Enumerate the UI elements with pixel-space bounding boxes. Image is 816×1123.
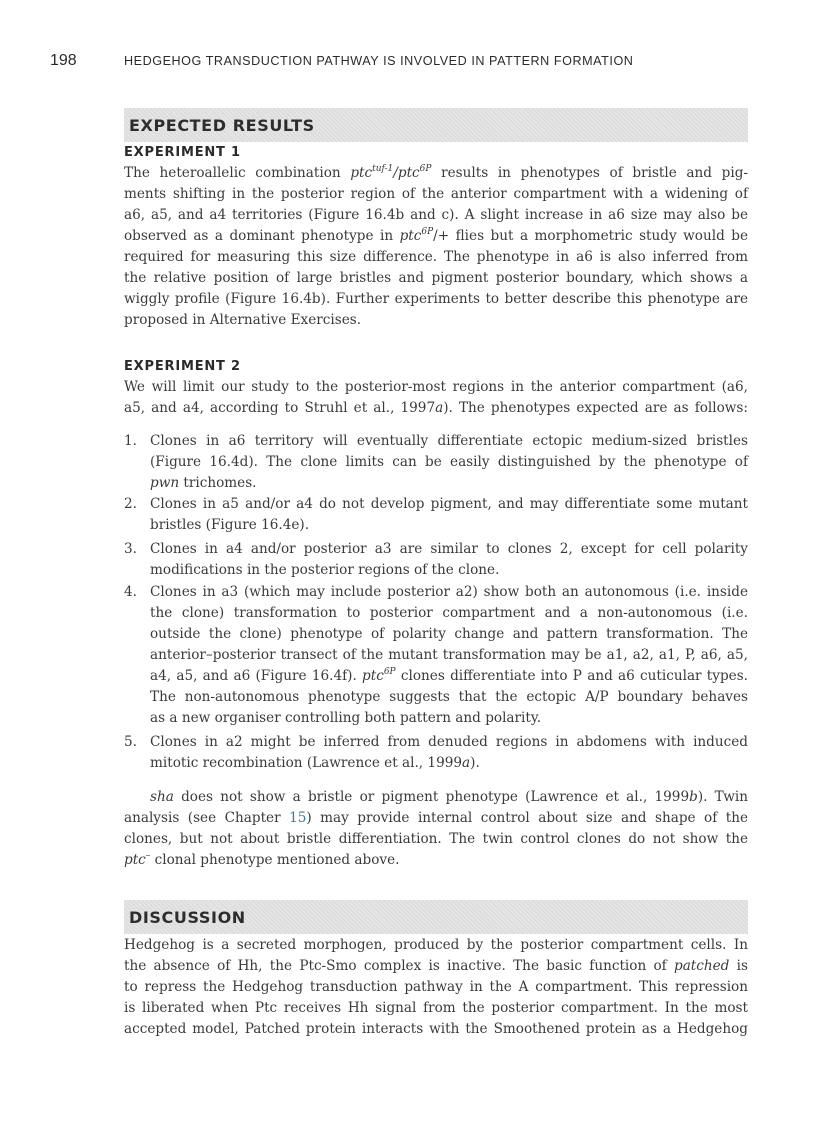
text-line: wiggly profile (Figure 16.4b). Further experiments to better describe this phenotype are [124, 291, 748, 307]
text-line: ments shifting in the posterior region of the anterior compartment with a widening of [124, 186, 748, 202]
list-item-line: Clones in a4 and/or posterior a3 are similar to clones 2, except for cell polarity [150, 541, 748, 557]
running-title: HEDGEHOG TRANSDUCTION PATHWAY IS INVOLVED IN PATTERN FORMATION [124, 54, 634, 68]
text-line: clones, but not about bristle differentiation. The twin control clones do not show the [124, 831, 748, 847]
section-band-discussion [124, 900, 748, 934]
list-item-line: Clones in a2 might be inferred from denuded regions in abdomens with induced [150, 734, 748, 750]
text-line: required for measuring this size difference. The phenotype in a6 is also inferred from [124, 249, 748, 265]
text-line: a5, and a4, according to Struhl et al., 1997a). The phenotypes expected are as follows: [124, 400, 748, 416]
text-line: observed as a dominant phenotype in ptc$^{6P}$/+ flies but a morphometric study would be [124, 227, 749, 244]
list-item-line: anterior–posterior transect of the mutant transformation may be a1, a2, a1, P, a6, a5, [150, 647, 748, 663]
list-number: 4. [124, 584, 137, 600]
list-number: 3. [124, 541, 137, 557]
subheading-experiment-2: EXPERIMENT 2 [124, 359, 241, 374]
subheading-experiment-1: EXPERIMENT 1 [124, 145, 241, 160]
list-item-line: Clones in a5 and/or a4 do not develop pigment, and may differentiate some mutant [150, 496, 748, 512]
list-item-line: bristles (Figure 16.4e). [150, 517, 310, 533]
section-band-expected-results [124, 108, 748, 142]
list-item-line: The non-autonomous phenotype suggests that the ectopic A/P boundary behaves [150, 689, 748, 705]
list-item-line: a4, a5, and a6 (Figure 16.4f). ptc$^{6P}$ clones differentiate into P and a6 cuticular types. [150, 667, 748, 684]
text-line: is liberated when Ptc receives Hh signal from the posterior compartment. In the most [124, 1000, 748, 1016]
text-line: We will limit our study to the posterior-most regions in the anterior compartment (a6, [124, 379, 748, 395]
list-item-line: outside the clone) phenotype of polarity change and pattern transformation. The [150, 626, 748, 642]
text-line: a6, a5, and a4 territories (Figure 16.4b and c). A slight increase in a6 size may also be [124, 207, 748, 223]
list-item-line: (Figure 16.4d). The clone limits can be easily distinguished by the phenotype of [150, 454, 748, 470]
text-line: The heteroallelic combination ptc$^{tuf-1}$/ptc$^{6P}$ results in phenotypes of bristle and pig- [124, 164, 748, 181]
list-item-line: Clones in a3 (which may include posterior a2) show both an autonomous (i.e. inside [150, 584, 748, 600]
list-item-line: the clone) transformation to posterior compartment and a non-autonomous (i.e. [150, 605, 748, 621]
text-line: proposed in Alternative Exercises. [124, 312, 362, 328]
page-number: 198 [50, 52, 77, 69]
list-item-line: as a new organiser controlling both pattern and polarity. [150, 710, 542, 726]
section-heading-discussion: DISCUSSION [129, 908, 246, 927]
text-line: the absence of Hh, the Ptc-Smo complex is inactive. The basic function of patched is [124, 958, 748, 974]
text-line: to repress the Hedgehog transduction pathway in the A compartment. This repression [124, 979, 748, 995]
list-item-line: modifications in the posterior regions of the clone. [150, 562, 500, 578]
chapter-link[interactable]: 15 [289, 810, 307, 826]
text-line: Hedgehog is a secreted morphogen, produced by the posterior compartment cells. In [124, 937, 748, 953]
running-head [50, 52, 750, 72]
list-item-line: Clones in a6 territory will eventually differentiate ectopic medium-sized bristles [150, 433, 748, 449]
text-line: ptc– clonal phenotype mentioned above. [124, 851, 400, 868]
list-item-line: pwn trichomes. [150, 475, 257, 491]
text-line: the relative position of large bristles and pigment posterior boundary, which shows a [124, 270, 748, 286]
text-line: accepted model, Patched protein interacts with the Smoothened protein as a Hedgehog [124, 1021, 748, 1037]
section-heading-expected-results: EXPECTED RESULTS [129, 116, 315, 135]
list-number: 2. [124, 496, 137, 512]
list-number: 5. [124, 734, 137, 750]
list-item-line: mitotic recombination (Lawrence et al., 1999a). [150, 755, 480, 771]
text-line: sha does not show a bristle or pigment phenotype (Lawrence et al., 1999b). Twin [150, 789, 748, 805]
list-number: 1. [124, 433, 137, 449]
text-line: analysis (see Chapter 15) may provide internal control about size and shape of the [124, 810, 748, 826]
